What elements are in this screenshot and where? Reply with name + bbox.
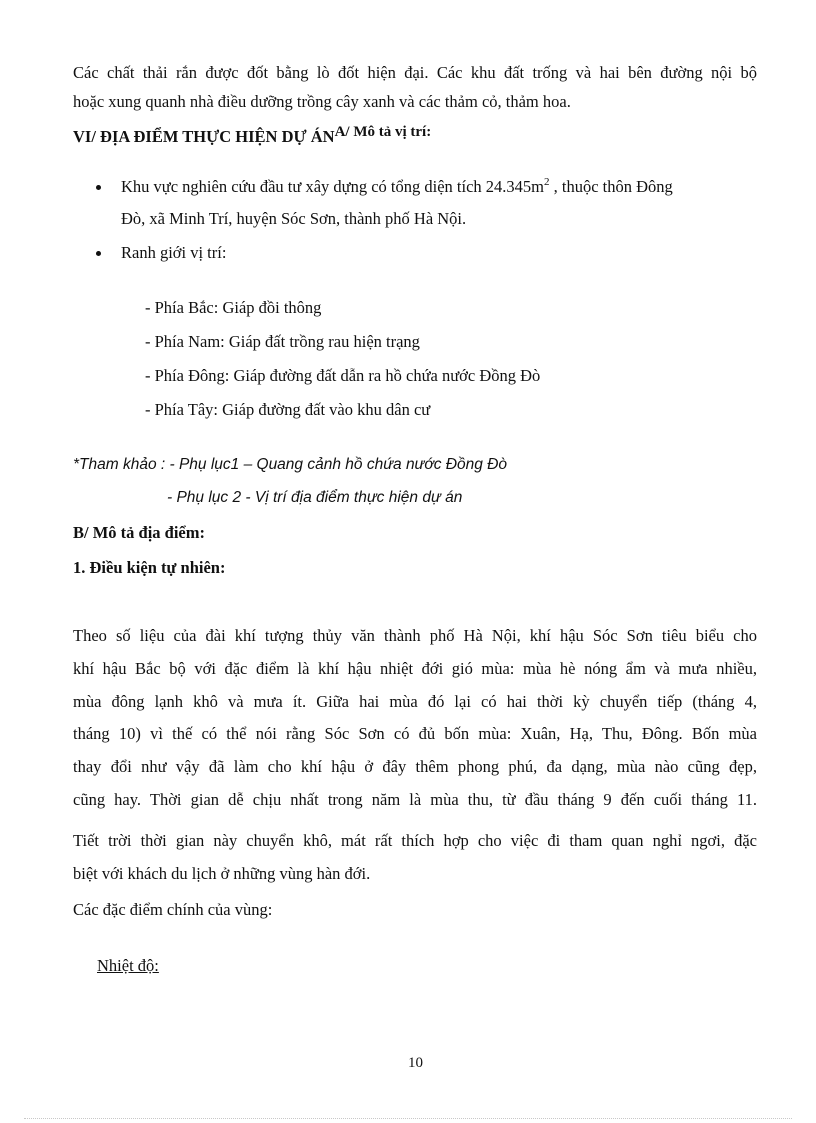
bullet-item-2: Ranh giới vị trí: [121,243,227,262]
area-unit-superscript: 2 [544,175,550,188]
features-intro: Các đặc điểm chính của vùng: [73,900,273,919]
boundary-south: - Phía Nam: Giáp đất trồng rau hiện trạng [145,332,420,351]
section-6-subtitle: A/ Mô tả vị trí: [334,124,432,140]
climate-line-3: mùa đông lạnh khô và mưa ít. Giữa hai mùa đó lại có hai thời kỳ chuyển tiếp (tháng 4, [73,692,757,711]
bullet-item-1-line-2: Đò, xã Minh Trí, huyện Sóc Sơn, thành phố Hà Nội. [121,209,467,228]
climate-line-4: tháng 10) vì thế có thể nói rằng Sóc Sơn có đủ bốn mùa: Xuân, Hạ, Thu, Đông. Bốn mùa [73,724,757,743]
climate-line-7: Tiết trời thời gian này chuyển khô, mát rất thích hợp cho việc đi tham quan nghỉ ngơi, đặc [73,831,757,850]
page-bottom-divider [24,1118,792,1119]
boundary-east: - Phía Đông: Giáp đường đất dẫn ra hồ chứa nước Đồng Đò [145,366,541,385]
climate-line-5: thay đổi như vậy đã làm cho khí hậu ở đây thêm phong phú, đa dạng, mùa nào cũng đẹp, [73,757,757,776]
reference-line-1: *Tham khảo : - Phụ lục1 – Quang cảnh hồ chứa nước Đồng Đò [73,456,507,473]
climate-line-8: biệt với khách du lịch ở những vùng hàn đới. [73,864,371,883]
page-number: 10 [408,1055,423,1071]
bullet-dot-2 [96,251,101,256]
temperature-heading: Nhiệt độ: [97,956,159,975]
section-b-title: B/ Mô tả địa điểm: [73,523,205,542]
area-text: Khu vực nghiên cứu đầu tư xây dựng có tổng diện tích 24.345m [121,177,544,196]
intro-line-2: hoặc xung quanh nhà điều dưỡng trồng cây xanh và các thảm cỏ, thảm hoa. [73,92,571,111]
boundary-west: - Phía Tây: Giáp đường đất vào khu dân cư [145,400,431,419]
climate-line-2: khí hậu Bắc bộ với đặc điểm là khí hậu nhiệt đới gió mùa: mùa hè nóng ẩm và mưa nhiều, [73,659,757,678]
reference-line-2: - Phụ lục 2 - Vị trí địa điểm thực hiện dự án [167,489,463,506]
location-text: , thuộc thôn Đông [549,177,673,196]
subsection-natural-conditions: 1. Điều kiện tự nhiên: [73,558,226,577]
bullet-item-1-line-1 [121,176,673,198]
section-6-title [73,126,431,149]
climate-line-1: Theo số liệu của đài khí tượng thủy văn thành phố Hà Nội, khí hậu Sóc Sơn tiêu biểu cho [73,626,757,645]
boundary-north: - Phía Bắc: Giáp đồi thông [145,298,322,317]
climate-line-6: cũng hay. Thời gian dễ chịu nhất trong năm là mùa thu, từ đầu tháng 9 đến cuối tháng 11. [73,790,757,809]
section-6-title-text: VI/ ĐỊA ĐIỂM THỰC HIỆN DỰ ÁN [73,127,335,146]
bullet-dot-1 [96,185,101,190]
intro-line-1: Các chất thải rắn được đốt bằng lò đốt hiện đại. Các khu đất trống và hai bên đường nội bộ [73,63,757,82]
